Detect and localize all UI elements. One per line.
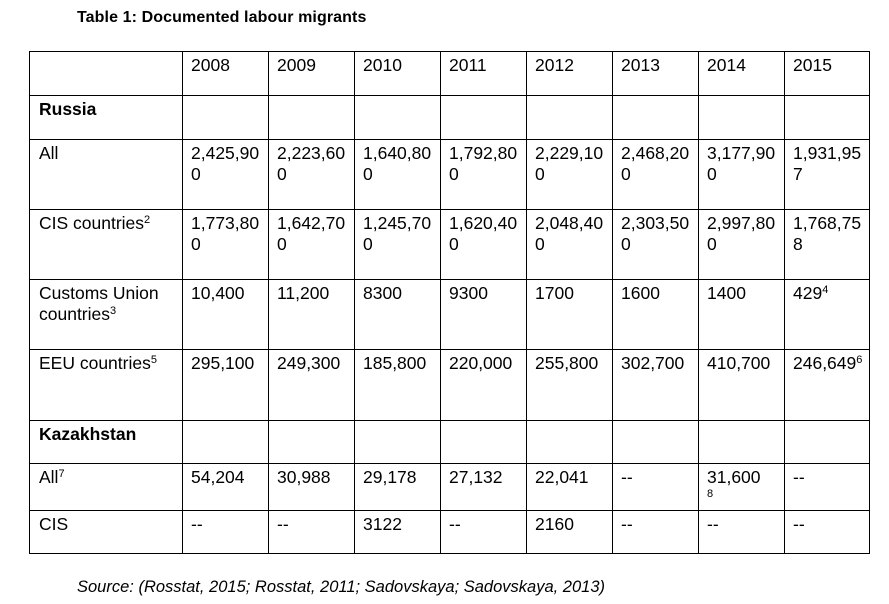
table-cell: -- [785, 511, 870, 554]
table-cell: 2160 [527, 511, 613, 554]
table-cell: -- [785, 464, 870, 511]
table-cell: 30,988 [269, 464, 355, 511]
table-cell [183, 421, 269, 464]
row-label [30, 350, 183, 421]
table-row-russia-all [30, 140, 870, 210]
table-cell: 295,100 [183, 350, 269, 421]
table-cell [699, 421, 785, 464]
table-cell: -- [613, 511, 699, 554]
table-cell: 1600 [613, 280, 699, 350]
table-row-russia-cis [30, 210, 870, 280]
table-cell [613, 96, 699, 140]
table-cell: 27,132 [441, 464, 527, 511]
row-label [30, 210, 183, 280]
section-row-kazakhstan [30, 421, 870, 464]
table-cell: 11,200 [269, 280, 355, 350]
table-row-kazakhstan-cis [30, 511, 870, 554]
section-label-russia: Russia [30, 96, 183, 140]
table-cell: 220,000 [441, 350, 527, 421]
table-row-kazakhstan-all [30, 464, 870, 511]
table-cell: 1,640,800 [355, 140, 441, 210]
table-cell: 255,800 [527, 350, 613, 421]
row-label [30, 464, 183, 511]
table-cell [355, 96, 441, 140]
year-header: 2012 [527, 52, 613, 96]
table-cell: -- [699, 511, 785, 554]
table-cell: 8300 [355, 280, 441, 350]
footnote-marker: 6 [856, 354, 863, 366]
year-header: 2008 [183, 52, 269, 96]
table-cell: 3122 [355, 511, 441, 554]
table-row-russia-customs-union [30, 280, 870, 350]
cell-value: 31,600 [707, 467, 761, 487]
table-title: Table 1: Documented labour migrants [77, 9, 367, 26]
table-cell: 302,700 [613, 350, 699, 421]
cell-value: 429 [793, 283, 823, 303]
table-cell: 1,642,700 [269, 210, 355, 280]
table-cell [785, 421, 870, 464]
cell-value: 246,649 [793, 353, 857, 373]
table-cell [441, 96, 527, 140]
row-label-text: EEU countries [39, 353, 151, 373]
table-cell: 2,303,500 [613, 210, 699, 280]
table-cell: 1700 [527, 280, 613, 350]
table-cell [269, 96, 355, 140]
table-cell [785, 350, 870, 421]
year-header: 2011 [441, 52, 527, 96]
table-cell: 10,400 [183, 280, 269, 350]
row-label: All [30, 140, 183, 210]
table-cell [699, 96, 785, 140]
table-cell: -- [441, 511, 527, 554]
footnote-marker: 8 [707, 488, 714, 500]
row-label-text: All [39, 467, 59, 487]
footnote-marker: 3 [110, 305, 117, 317]
year-header: 2015 [785, 52, 870, 96]
row-label: CIS [30, 511, 183, 554]
year-header: 2009 [269, 52, 355, 96]
table-cell: -- [613, 464, 699, 511]
header-corner-cell [30, 52, 183, 96]
table-cell: 2,229,100 [527, 140, 613, 210]
table-cell: 249,300 [269, 350, 355, 421]
table-cell: -- [269, 511, 355, 554]
table-cell [183, 96, 269, 140]
table-cell: 2,048,400 [527, 210, 613, 280]
footnote-marker: 5 [150, 354, 157, 366]
footnote-marker: 4 [822, 284, 829, 296]
table-cell [699, 464, 785, 511]
table-cell: 22,041 [527, 464, 613, 511]
row-label-text: Customs Union countries [39, 283, 159, 324]
table-cell: 3,177,900 [699, 140, 785, 210]
table-cell [441, 421, 527, 464]
table-cell [527, 96, 613, 140]
source-citation: Source: (Rosstat, 2015; Rosstat, 2011; Sadovskaya; Sadovskaya, 2013) [77, 578, 605, 596]
table-cell: 2,997,800 [699, 210, 785, 280]
table-cell: 1400 [699, 280, 785, 350]
table-cell: 1,773,800 [183, 210, 269, 280]
table-cell: 1,792,800 [441, 140, 527, 210]
table-row-russia-eeu [30, 350, 870, 421]
table-cell [785, 280, 870, 350]
section-label-kazakhstan: Kazakhstan [30, 421, 183, 464]
table-cell [269, 421, 355, 464]
table-cell: 29,178 [355, 464, 441, 511]
section-row-russia [30, 96, 870, 140]
footnote-marker: 2 [144, 214, 151, 226]
table-cell [613, 421, 699, 464]
table-cell: 9300 [441, 280, 527, 350]
table-cell: 1,931,957 [785, 140, 870, 210]
labour-migrants-table [29, 51, 870, 554]
footnote-marker: 7 [58, 468, 65, 480]
table-cell: 54,204 [183, 464, 269, 511]
table-cell [355, 421, 441, 464]
table-cell: 410,700 [699, 350, 785, 421]
table-cell [785, 96, 870, 140]
row-label [30, 280, 183, 350]
table-cell: 1,245,700 [355, 210, 441, 280]
row-label-text: CIS countries [39, 213, 145, 233]
table-cell: 1,620,400 [441, 210, 527, 280]
year-header: 2013 [613, 52, 699, 96]
table-cell [527, 421, 613, 464]
table-cell: 1,768,758 [785, 210, 870, 280]
table-cell: 2,425,900 [183, 140, 269, 210]
table-cell: -- [183, 511, 269, 554]
table-cell: 2,468,200 [613, 140, 699, 210]
year-header: 2014 [699, 52, 785, 96]
header-row [30, 52, 870, 96]
table-cell: 2,223,600 [269, 140, 355, 210]
year-header: 2010 [355, 52, 441, 96]
table-cell: 185,800 [355, 350, 441, 421]
